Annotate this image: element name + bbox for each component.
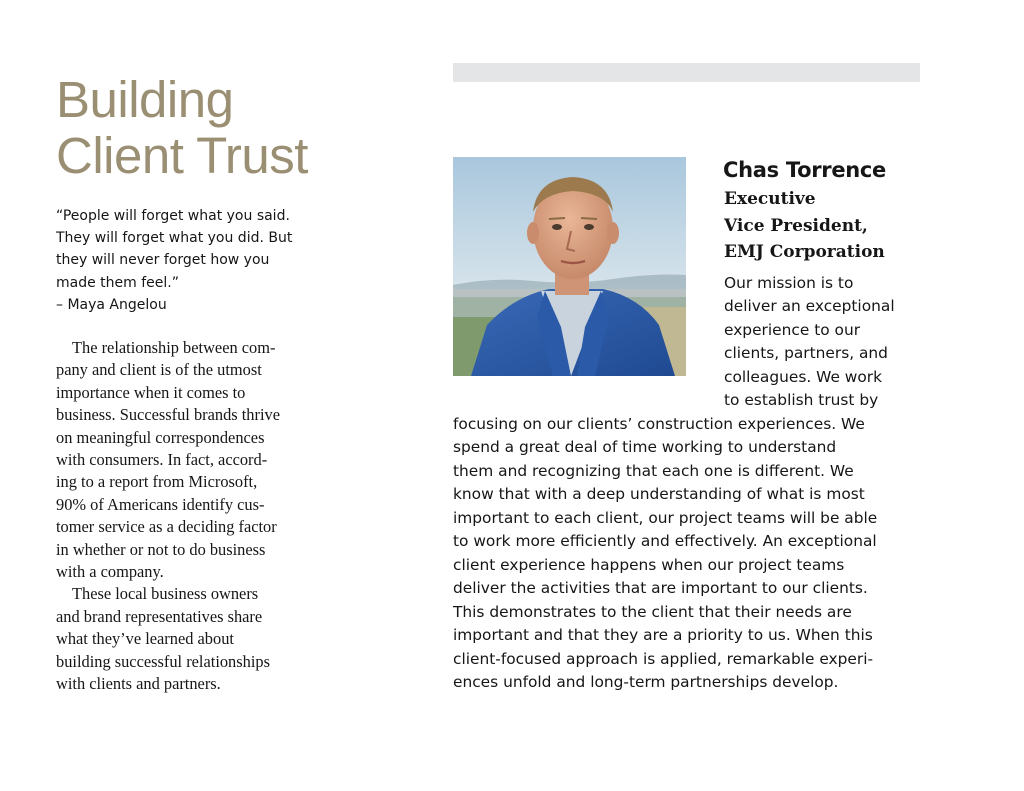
statement-line: deliver an exceptional [724,297,895,315]
statement-line: important and that they are a priority to us. When this [453,626,873,644]
statement-line: Our mission is to [724,274,854,292]
portrait-image [453,157,686,376]
statement-line: know that with a deep understanding of what is most [453,485,865,503]
intro-line: importance when it comes to [56,382,246,402]
statement-line: This demonstrates to the client that their needs are [453,603,852,621]
quote-line: They will forget what you did. But [56,230,293,247]
pull-quote [56,205,316,316]
quote-line: made them feel.” [56,274,179,291]
profile-photo [453,157,686,376]
intro-line: on meaningful correspondences [56,427,265,447]
top-divider-bar [453,63,920,82]
statement-line: important to each client, our project teams will be able [453,509,878,527]
intro-line: with consumers. In fact, accord- [56,450,268,470]
intro-line: in whether or not to do business [56,539,266,559]
statement-line: client experience happens when our project teams [453,556,845,574]
intro-paragraphs [56,337,306,696]
statement-line: to establish trust by [724,391,879,409]
intro-line: building successful relationships [56,651,270,671]
statement-line: ences unfold and long-term partnerships develop. [453,673,839,691]
page-title [56,72,308,184]
quote-line: they will never forget how you [56,252,270,269]
role-line: EMJ Corporation [724,242,885,262]
role-line: Executive [724,189,816,209]
statement-line: them and recognizing that each one is different. We [453,462,854,480]
intro-line: with a company. [56,562,164,582]
statement-line: experience to our [724,321,861,339]
statement-line: deliver the activities that are important to our clients. [453,579,868,597]
intro-line: tomer service as a deciding factor [56,517,277,537]
quote-attribution: – Maya Angelou [56,296,167,313]
profile-name: Chas Torrence [723,158,887,182]
statement-line: to work more efficiently and effectively. An exceptional [453,532,877,550]
page-title-line-2: Client Trust [56,127,308,184]
statement-line: clients, partners, and [724,344,888,362]
statement-line: focusing on our clients’ construction experiences. We [453,415,865,433]
intro-line: The relationship between com- [72,338,276,357]
statement-line: spend a great deal of time working to understand [453,438,837,456]
intro-line: pany and client is of the utmost [56,360,262,380]
intro-line: 90% of Americans identify cus- [56,494,265,514]
quote-line: “People will forget what you said. [56,208,290,224]
intro-line: ing to a report from Microsoft, [56,472,258,492]
intro-line: These local business owners [72,584,259,604]
intro-line: what they’ve learned about [56,629,234,649]
page-title-line-1: Building [56,71,234,128]
intro-line: and brand representatives share [56,606,263,626]
intro-line: business. Successful brands thrive [56,405,280,425]
role-line: Vice President, [724,215,868,236]
profile-role [724,186,885,266]
statement-line: client-focused approach is applied, remarkable experi- [453,650,874,668]
statement-line: colleagues. We work [724,368,883,386]
intro-line: with clients and partners. [56,674,221,694]
